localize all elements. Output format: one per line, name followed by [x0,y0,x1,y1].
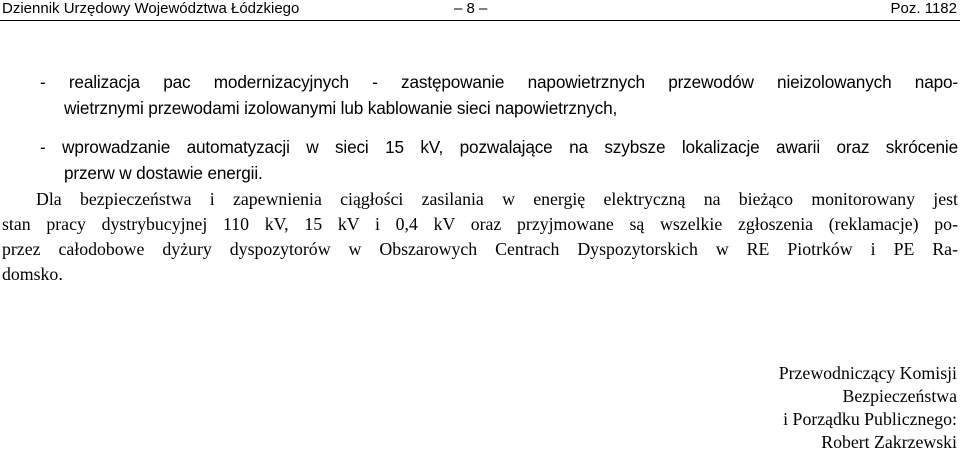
bullet-line: - realizacja pac modernizacyjnych - zastępowanie napowietrznych przewodów nieizolowanych napo- [40,72,958,92]
bullet-line: wietrznymi przewodami izolowanymi lub kablowanie sieci napowietrznych, [64,98,618,118]
bullet-item-automation [40,134,958,186]
signature-title: i Porządku Publicznego: [783,409,957,429]
header-rule [0,20,960,21]
bullet-item-modernization [40,69,958,121]
bullet-line: - wprowadzanie automatyzacji w sieci 15 kV, pozwalające na szybsze lokalizacje awarii oraz skrócenie [40,137,958,157]
signature-title: Bezpieczeństwa [842,386,957,406]
paragraph-line: domsko. [2,264,63,284]
page-number: – 8 – [454,0,488,17]
bullet-line: przerw w dostawie energii. [64,163,263,183]
page-header [0,0,960,22]
paragraph-line: przez całodobowe dyżury dyspozytorów w Obszarowych Centrach Dyspozytorskich w RE Piotrków i PE Ra- [2,239,958,259]
safety-paragraph [2,187,958,287]
paragraph-line: stan pracy dystrybucyjnej 110 kV, 15 kV i 0,4 kV oraz przyjmowane są wszelkie zgłoszenia (reklamacje) po- [2,214,958,234]
journal-title: Dziennik Urzędowy Województwa Łódzkiego [2,0,300,17]
signatory-name: Robert Zakrzewski [821,432,957,452]
signature-block [779,362,957,454]
item-number: Poz. 1182 [890,0,957,17]
signature-title: Przewodniczący Komisji [778,363,957,383]
paragraph-line: Dla bezpieczeństwa i zapewnienia ciągłości zasilania w energię elektryczną na bieżąco monitorowany jest [36,189,958,209]
